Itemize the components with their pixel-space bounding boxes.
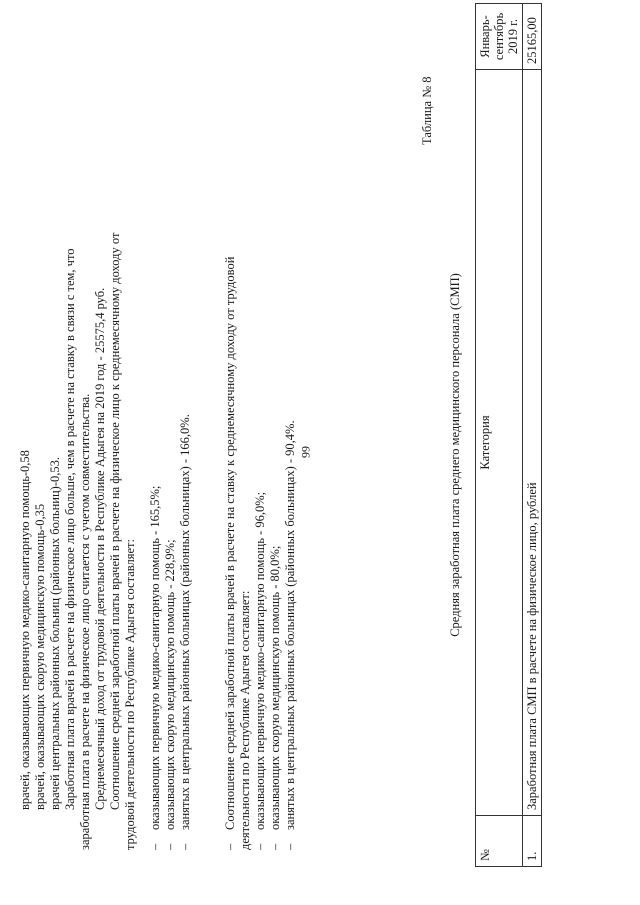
- list-dash: –: [253, 843, 267, 850]
- list-item: оказывающих первичную медико-санитарную помощь - 96,0%;: [253, 491, 267, 830]
- page-number: 99: [298, 446, 313, 458]
- ratio-rate-line: Соотношение средней заработной платы врачей в расчете на ставку к среднемесячному доходу от трудовой: [223, 256, 237, 830]
- intro-line: врачей, оказывающих первичную медико-санитарную помощь-0,58: [18, 450, 32, 810]
- ratio-physical-line: трудовой деятельности по Республике Адыгея составляет:: [123, 539, 137, 850]
- list-item: оказывающих первичную медико-санитарную помощь - 165,5%;: [148, 485, 162, 830]
- list-dash: –: [178, 843, 192, 850]
- salary-paragraph-line: заработная плата в расчете на физическое лицо считается с учетом совместительства.: [78, 393, 92, 850]
- list-item: занятых в центральных районных больницах (районных больницах) - 90,4%.: [283, 420, 297, 830]
- header-period: [476, 4, 523, 70]
- salary-paragraph-line: Заработная плата врачей в расчете на физическое лицо больше, чем в расчете на ставку в связи с тем, что: [63, 248, 77, 810]
- header-num: №: [476, 816, 523, 867]
- list-item: занятых в центральных районных больницах (районных больницах) - 166,0%.: [178, 414, 192, 830]
- table-caption: Средняя заработная плата среднего медицинского персонала (СМП): [448, 273, 462, 637]
- list-dash: –: [283, 843, 297, 850]
- intro-line: врачей, оказывающих скорую медицинскую помощь-0,35: [33, 503, 47, 810]
- ratio-rate-line: деятельности по Республике Адыгея составляет:: [238, 590, 252, 850]
- salary-table: [475, 3, 542, 867]
- row-category: Заработная плата СМП в расчете на физическое лицо, рублей: [523, 70, 542, 816]
- list-item: оказывающих скорую медицинскую помощь - 80,0%;: [268, 545, 282, 830]
- row-num: 1.: [523, 816, 542, 867]
- list-dash: –: [223, 843, 237, 850]
- list-dash: –: [163, 843, 177, 850]
- avg-income-line: Среднемесячный доход от трудовой деятельности в Республике Адыгея на 2019 год - 25575,4 руб.: [93, 287, 107, 810]
- table-label: Таблица № 8: [420, 76, 434, 145]
- list-dash: –: [148, 843, 162, 850]
- list-dash: –: [268, 843, 282, 850]
- list-item: оказывающих скорую медицинскую помощь - 228,9%;: [163, 539, 177, 830]
- intro-line: врачей центральных районных больниц (районных больниц)-0,53.: [48, 457, 62, 810]
- header-period-line1: Январь-сентябрь: [478, 12, 506, 61]
- table-header-row: [476, 4, 523, 867]
- ratio-physical-line: Соотношение средней заработной платы врачей в расчете на физическое лицо к среднемесячному доходу от: [108, 232, 122, 810]
- table-row: [523, 4, 542, 867]
- header-period-line2: 2019 г.: [506, 19, 520, 54]
- header-category: Категория: [476, 70, 523, 816]
- row-value: 25165,00: [523, 4, 542, 70]
